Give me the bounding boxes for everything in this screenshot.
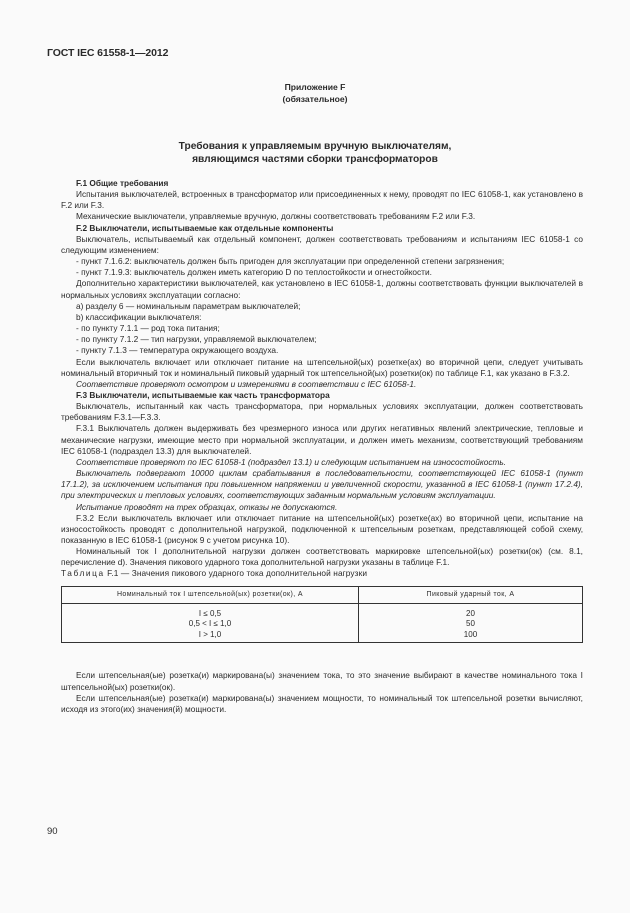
paragraph: F.3.2 Если выключатель включает или отключает питание на штепсельной(ых) розетке(ах) во вторичной цепи, испытание на износостойкость проводят с дополнительной нагрузкой, подключенной к штепсельным розеткам, представляющей собой схему, показанную в IEC 61058-1 (рисунок 9 с учетом рисунка 10). [61,512,583,545]
paragraph: Выключатель, испытываемый как отдельный компонент, должен соответствовать требованиям и испытаниям IEC 61058-1 со следующим изменением: [61,233,583,255]
list-item: a) разделу 6 — номинальным параметрам выключателей; [76,300,301,311]
compliance-note: Соответствие проверяют по IEC 61058-1 (подраздел 13.1) и следующим испытанием на износостойкость. [76,456,507,467]
table-header: Номинальный ток I штепсельной(ых) розетки(ок), А [62,586,359,603]
table-cell: I ≤ 0,5 [62,603,359,619]
paragraph: Дополнительно характеристики выключателей, как установлено в IEC 61058-1, должны соответствовать функции выключателей в нормальных условиях эксплуатации согласно: [61,278,583,300]
paragraph: Испытания выключателей, встроенных в трансформатор или присоединенных к нему, проводят по IEC 61058-1, как установлено в F.2 или F.3. [61,189,583,211]
notes-after-table [61,670,583,715]
annex-status: (обязательное) [282,94,348,104]
annex-name: Приложение F [284,82,346,92]
table-row [62,603,583,619]
compliance-note: Испытание проводят на трех образцах, отказы не допускаются. [76,501,338,512]
list-item: - по пункту 7.1.1 — род тока питания; [76,323,220,334]
list-item: - пункт 7.1.6.2: выключатель должен быть пригоден для эксплуатации при определенной степени загрязнения; [76,256,505,267]
document-header: ГОСТ IEC 61558-1—2012 [47,47,169,59]
table-cell: 20 [358,603,582,619]
paragraph: Если штепсельная(ые) розетка(и) маркирована(ы) значением мощности, то номинальный ток штепсельной розетки вычисляют, исходя из этого(их) значения(й) мощности. [61,692,583,714]
compliance-note: Выключатель подвергают 10000 циклам срабатывания в последовательности, соответствующей IEC 61058-1 (пункт 17.1.2), за исключением испытания при повышенном напряжении и увеличенной скорости, указанной в IEC 61058-1 (пункт 17.2.4), при электрических и тепловых условиях, соответствующих заданным нормальным условиям эксплуатации. [61,468,583,501]
table-row [62,630,583,643]
table-cell: 50 [358,619,582,630]
table-caption-label: Таблица [61,568,105,579]
compliance-note: Соответствие проверяют осмотром и измерениями в соответствии с IEC 61058-1. [76,378,417,389]
page-number: 90 [47,826,58,837]
list-item: - по пункту 7.1.2 — тип нагрузки, управляемой выключателем; [76,334,317,345]
table-cell: 0,5 < I ≤ 1,0 [62,619,359,630]
paragraph: Если выключатель включает или отключает питание на штепсельной(ых) розетке(ах) во вторичной цепи, следует учитывать номинальный вторичный ток и номинальный пиковый ударный ток штепсельной(ых) розетки(ок) по таблице F.1, как указано в F.3.2. [61,356,583,378]
annex-title-line-1: Требования к управляемым вручную выключателям, [178,141,452,152]
paragraph: Если штепсельная(ые) розетка(и) маркирована(ы) значением тока, то это значение выбирают в качестве номинального тока I штепсельной(ых) розетки(ок). [61,670,583,692]
section-heading: F.1 Общие требования [76,178,169,188]
paragraph: Механические выключатели, управляемые вручную, должны соответствовать требованиям F.2 или F.3. [76,211,476,222]
list-item: - пункту 7.1.3 — температура окружающего воздуха. [76,345,279,356]
section-heading: F.3 Выключатели, испытываемые как часть трансформатора [76,389,330,400]
paragraph: F.3.1 Выключатель должен выдерживать без чрезмерного износа или других негативных явлений электрические, тепловые и механические нагрузки, имеющие место при нормальной эксплуатации, и должен иметь механизм, соответствующий требованиям IEC 61058-1 (подраздел 13.3) для выключателей. [61,423,583,456]
paragraph: Номинальный ток I дополнительной нагрузки должен соответствовать маркировке штепсельной(ых) розетки(ок) (см. 8.1, перечисление d). Значения пикового ударного тока дополнительной нагрузки указаны в таблице F.1. [61,546,583,568]
table-cell: I > 1,0 [62,630,359,643]
table-caption-text: F.1 — Значения пикового ударного тока дополнительной нагрузки [107,568,368,579]
page-content [61,178,583,715]
surge-current-table [61,586,583,644]
table-header: Пиковый ударный ток, А [358,586,582,603]
table-cell: 100 [358,630,582,643]
table-caption [61,568,583,579]
list-item: - пункт 7.1.9.3: выключатель должен иметь категорию D по теплостойкости и огнестойкости. [76,267,432,278]
list-item: b) классификации выключателя: [76,311,202,322]
annex-title-line-2: являющимся частями сборки трансформаторов [192,154,438,165]
section-heading: F.2 Выключатели, испытываемые как отдельные компоненты [76,222,334,233]
paragraph: Выключатель, испытанный как часть трансформатора, при нормальных условиях эксплуатации, должен соответствовать требованиям F.3.1—F.3.3. [61,401,583,423]
table-row [62,619,583,630]
